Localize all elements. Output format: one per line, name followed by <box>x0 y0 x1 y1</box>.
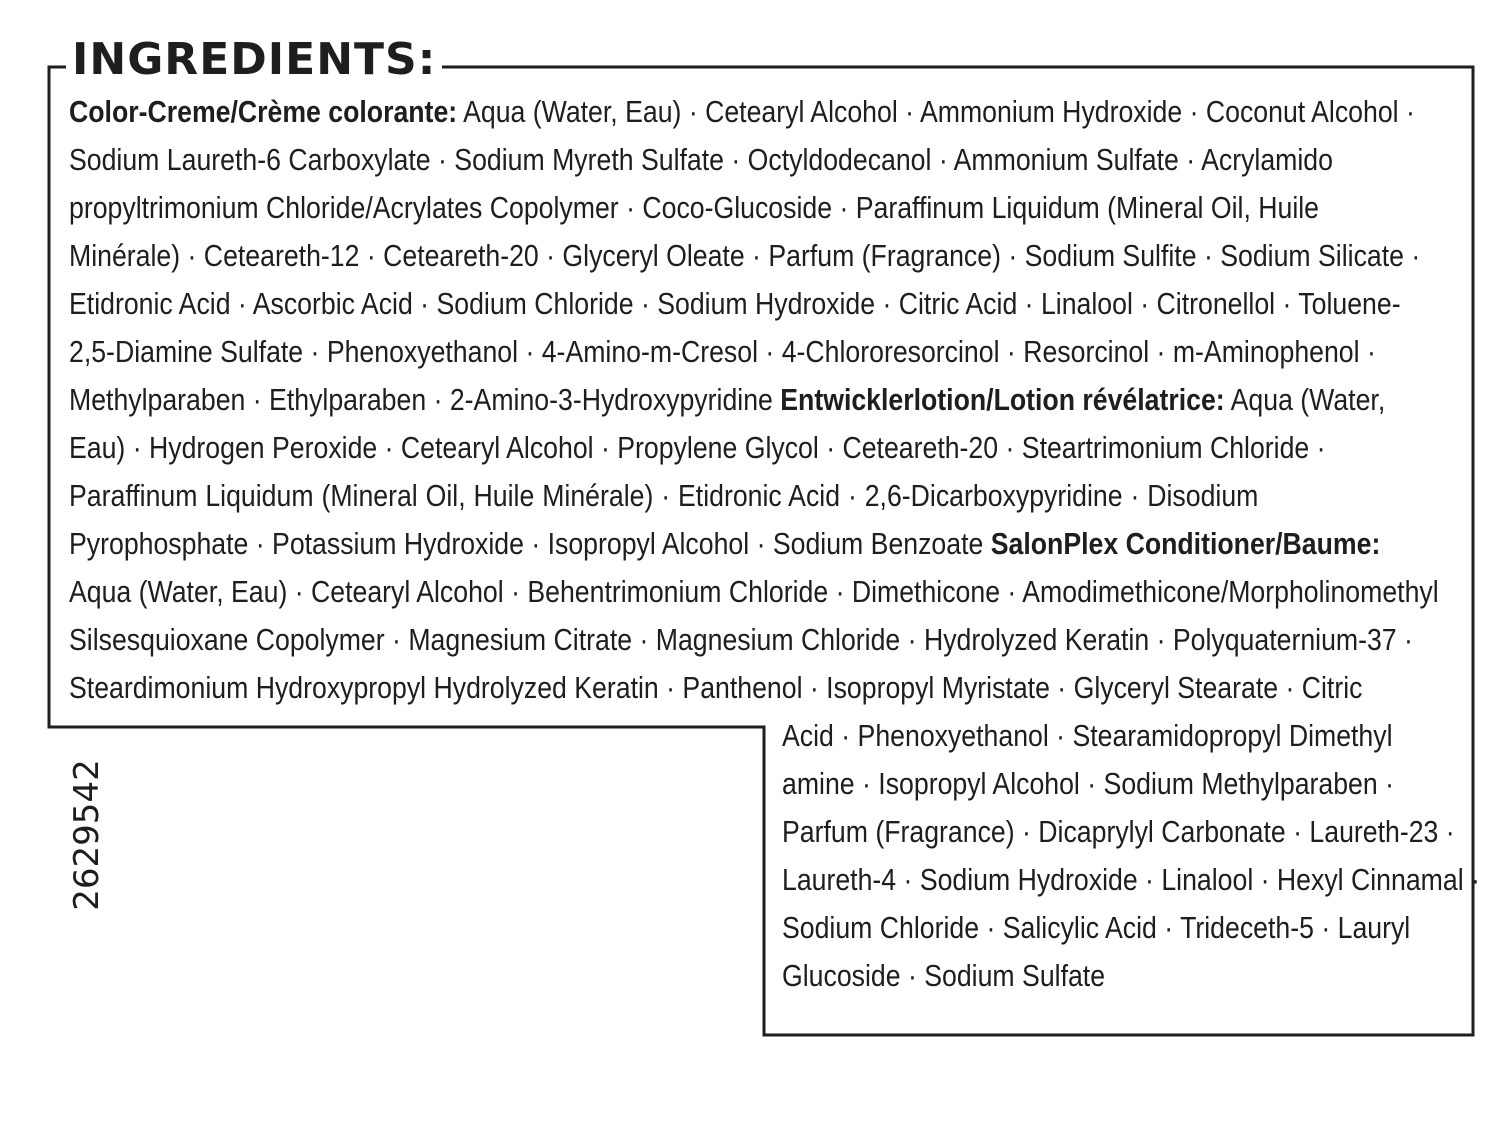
ingredient-line: Acid · Phenoxyethanol · Stearamidopropyl Dimethyl <box>782 718 1393 753</box>
ingredient-line: propyltrimonium Chloride/Acrylates Copolymer · Coco-Glucoside · Paraffinum Liquidum (Mineral Oil, Huile <box>69 190 1320 225</box>
side-code: 2629542 <box>67 759 107 911</box>
section-label-conditioner: SalonPlex Conditioner/Baume: <box>990 526 1381 561</box>
ingredient-line: Sodium Laureth-6 Carboxylate · Sodium Myreth Sulfate · Octyldodecanol · Ammonium Sulfate · Acrylamido <box>69 142 1333 177</box>
ingredient-line: Parfum (Fragrance) · Dicaprylyl Carbonate · Laureth-23 · <box>782 814 1455 849</box>
ingredient-line: Methylparaben · Ethylparaben · 2-Amino-3-Hydroxypyridine Entwicklerlotion/Lotion révélatrice: Aqua (Water, <box>69 382 1386 417</box>
ingredient-line: Aqua (Water, Eau) · Cetearyl Alcohol · Behentrimonium Chloride · Dimethicone · Amodimethicone/Morpholinomethyl <box>69 574 1439 609</box>
ingredient-line: Eau) · Hydrogen Peroxide · Cetearyl Alcohol · Propylene Glycol · Ceteareth-20 · Steartrimonium Chloride · <box>69 430 1326 465</box>
ingredient-line: Glucoside · Sodium Sulfate <box>782 958 1106 993</box>
ingredient-line: Sodium Chloride · Salicylic Acid · Trideceth-5 · Lauryl <box>782 910 1411 945</box>
ingredient-line: Color-Creme/Crème colorante: Aqua (Water, Eau) · Cetearyl Alcohol · Ammonium Hydroxide · Coconut Alcohol · <box>69 94 1415 129</box>
ingredient-line: amine · Isopropyl Alcohol · Sodium Methylparaben · <box>782 766 1394 801</box>
ingredient-line: Minérale) · Ceteareth-12 · Ceteareth-20 · Glyceryl Oleate · Parfum (Fragrance) · Sodium Sulfite · Sodium Silicate · <box>69 238 1421 273</box>
ingredient-line: Paraffinum Liquidum (Mineral Oil, Huile Minérale) · Etidronic Acid · 2,6-Dicarboxypyridine · Disodium <box>69 478 1259 513</box>
ingredient-line: 2,5-Diamine Sulfate · Phenoxyethanol · 4-Amino-m-Cresol · 4-Chlororesorcinol · Resorcinol · m-Aminophenol · <box>69 334 1376 369</box>
ingredient-line: Steardimonium Hydroxypropyl Hydrolyzed Keratin · Panthenol · Isopropyl Myristate · Glyceryl Stearate · Citric <box>69 670 1363 705</box>
ingredient-line: Laureth-4 · Sodium Hydroxide · Linalool · Hexyl Cinnamal · <box>782 862 1480 897</box>
section-label-color-creme: Color-Creme/Crème colorante: <box>69 94 458 129</box>
ingredient-line: Pyrophosphate · Potassium Hydroxide · Isopropyl Alcohol · Sodium Benzoate SalonPlex Conditioner/Baume: <box>69 526 1381 561</box>
ingredients-title: INGREDIENTS: <box>66 32 442 88</box>
ingredient-line: Silsesquioxane Copolymer · Magnesium Citrate · Magnesium Chloride · Hydrolyzed Keratin · Polyquaternium-37 · <box>69 622 1413 657</box>
section-label-developer: Entwicklerlotion/Lotion révélatrice: <box>780 382 1225 417</box>
ingredient-line: Etidronic Acid · Ascorbic Acid · Sodium Chloride · Sodium Hydroxide · Citric Acid · Linalool · Citronellol · Toluene- <box>69 286 1401 321</box>
